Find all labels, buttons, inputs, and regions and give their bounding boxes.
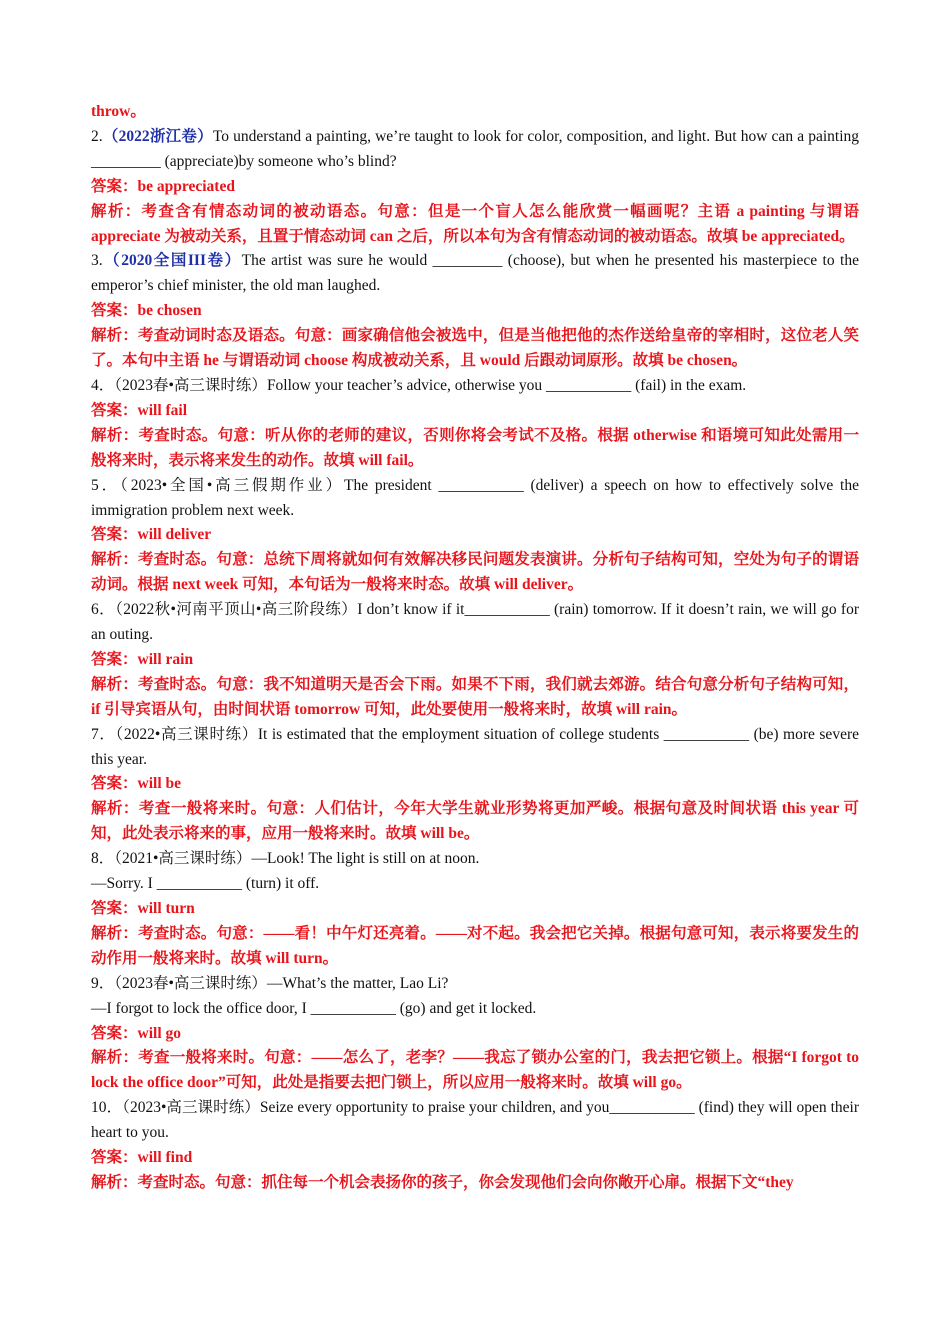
answer-9: [91, 1022, 859, 1047]
answer-label: 答案：: [91, 900, 138, 917]
answer-value: will fail: [137, 401, 188, 419]
question-9: [91, 972, 859, 997]
question-text: It is estimated that the employment situation of college students ___________ (be) more severe this year.: [91, 725, 859, 768]
answer-5: [91, 523, 859, 548]
answer-label: 答案：: [91, 775, 138, 793]
answer-label: 答案：: [91, 1024, 138, 1042]
analysis-10: [91, 1171, 859, 1196]
analysis-text: 考查一般将来时。句意：人们估计，今年大学生就业形势将更加严峻。根据句意及时间状语 this year 可知，此处表示将来的事，应用一般将来时。故填 will be。: [91, 800, 859, 843]
analysis-label: 解析：: [91, 924, 139, 942]
analysis-label: 解析：: [91, 202, 142, 220]
analysis-3: [91, 324, 859, 374]
question-8: [91, 847, 859, 872]
answer-label: 答案：: [91, 650, 138, 668]
question-text: The president ___________ (deliver) a speech on how to effectively solve the immigration problem next week.: [91, 476, 859, 519]
question-head: 8．（2021•高三课时练）: [91, 850, 252, 868]
question-number: 3.: [91, 252, 103, 270]
answer-value: be appreciated: [137, 177, 235, 195]
answer-value: be chosen: [137, 302, 202, 320]
analysis-label: 解析：: [91, 551, 139, 569]
analysis-text: 考查含有情态动词的被动语态。句意：但是一个盲人怎么能欣赏一幅画呢？主语 a painting 与谓语 appreciate 为被动关系，且置于情态动词 can 之后，所以本句为含有情态动词的被动语态。故填 be appreciated。: [91, 202, 859, 245]
analysis-text: 考查动词时态及语态。句意：画家确信他会被选中，但是当他把他的杰作送给皇帝的宰相时，这位老人笑了。本句中主语 he 与谓语动词 choose 构成被动关系，且 would 后跟动词原形。故填 be chosen。: [91, 327, 859, 370]
analysis-label: 解析：: [91, 1173, 138, 1191]
answer-value: will rain: [137, 650, 194, 668]
question-3: [91, 249, 859, 299]
analysis-text: 考查时态。句意：——看！中午灯还亮着。——对不起。我会把它关掉。根据句意可知，表示将要发生的动作用一般将来时。故填 will turn。: [91, 924, 859, 967]
question-7: [91, 723, 859, 773]
question-10: [91, 1096, 859, 1146]
question-8-line-2: —Sorry. I ___________ (turn) it off.: [91, 875, 320, 893]
question-5: [91, 474, 859, 524]
answer-6: [91, 648, 859, 673]
analysis-label: 解析：: [91, 1049, 139, 1067]
analysis-label: 解析：: [91, 800, 139, 818]
analysis-4: [91, 424, 859, 474]
question-head: 7．（2022•高三课时练）: [91, 725, 258, 743]
answer-value: will find: [137, 1149, 193, 1167]
analysis-label: 解析：: [91, 675, 139, 693]
analysis-9: [91, 1046, 859, 1096]
answer-value: will go: [137, 1024, 182, 1042]
question-head: 10．（2023•高三课时练）: [91, 1099, 260, 1117]
question-text: Follow your teacher’s advice, otherwise you ___________ (fail) in the exam.: [266, 376, 747, 394]
question-4: [91, 374, 859, 399]
question-number: 2.: [91, 127, 103, 145]
continued-analysis-fragment: throw。: [91, 103, 146, 120]
question-9-line-2: —I forgot to lock the office door, I ___________ (go) and get it locked.: [91, 999, 537, 1017]
analysis-8: [91, 922, 859, 972]
answer-label: 答案：: [91, 177, 138, 195]
question-text: —What’s the matter, Lao Li?: [266, 974, 449, 992]
answer-value: will turn: [137, 900, 195, 917]
question-head: 6．（2022秋•河南平顶山•高三阶段练）: [91, 601, 358, 619]
analysis-text: 考查时态。句意：听从你的老师的建议，否则你将会考试不及格。根据 otherwise 和语境可知此处需用一般将来时，表示将来发生的动作。故填 will fail。: [91, 426, 859, 469]
answer-10: [91, 1146, 859, 1171]
answer-8: [91, 897, 859, 922]
analysis-5: [91, 548, 859, 598]
analysis-text: 考查时态。句意：抓住每一个机会表扬你的孩子，你会发现他们会向你敞开心扉。根据下文“they: [137, 1173, 794, 1191]
question-head: 5．（2023•全国•高三假期作业）: [91, 476, 344, 494]
answer-7: [91, 772, 859, 797]
analysis-label: 解析：: [91, 426, 139, 444]
answer-4: [91, 399, 859, 424]
question-text: —Look! The light is still on at noon.: [251, 850, 480, 868]
answer-label: 答案：: [91, 302, 138, 320]
answer-value: will deliver: [137, 526, 212, 544]
question-text: The artist was sure he would _________ (choose), but when he presented his masterpiece to the emperor’s chief minister, the old man laughed.: [91, 252, 859, 295]
answer-3: [91, 299, 859, 324]
question-source: （2020全国III卷）: [102, 252, 242, 270]
question-head: 4．（2023春•高三课时练）: [91, 376, 267, 394]
question-text: Seize every opportunity to praise your children, and you___________ (find) they will open their heart to you.: [91, 1099, 859, 1142]
answer-label: 答案：: [91, 1149, 138, 1167]
question-source: （2022浙江卷）: [102, 127, 213, 145]
question-text: I don’t know if it___________ (rain) tomorrow. If it doesn’t rain, we will go for an outing.: [91, 601, 860, 644]
answer-label: 答案：: [91, 401, 138, 419]
question-head: 9．（2023春•高三课时练）: [91, 974, 267, 992]
question-2: [91, 125, 859, 175]
answer-value: will be: [137, 775, 182, 793]
analysis-6: [91, 673, 859, 723]
answer-label: 答案：: [91, 526, 138, 544]
analysis-7: [91, 797, 859, 847]
answer-2: [91, 175, 859, 200]
analysis-2: [91, 200, 859, 250]
document-page: [91, 100, 859, 1196]
analysis-label: 解析：: [91, 327, 139, 345]
question-6: [91, 598, 859, 648]
analysis-text: 考查一般将来时。句意：——怎么了，老李？——我忘了锁办公室的门，我去把它锁上。根据“I forgot to lock the office door”可知，此处是指要去把门锁上，所以应用一般将来时。故填 will go。: [91, 1049, 859, 1092]
question-text: To understand a painting, we’re taught to look for color, composition, and light. But how can a painting _________ (appreciate)by someone who’s blind?: [91, 127, 859, 170]
analysis-text: 考查时态。句意：总统下周将就如何有效解决移民问题发表演讲。分析句子结构可知，空处为句子的谓语动词。根据 next week 可知，本句话为一般将来时态。故填 will deliver。: [91, 551, 859, 594]
analysis-text: 考查时态。句意：我不知道明天是否会下雨。如果不下雨，我们就去郊游。结合句意分析句子结构可知，if 引导宾语从句，由时间状语 tomorrow 可知，此处要使用一般将来时，故填 will rain。: [91, 675, 859, 718]
